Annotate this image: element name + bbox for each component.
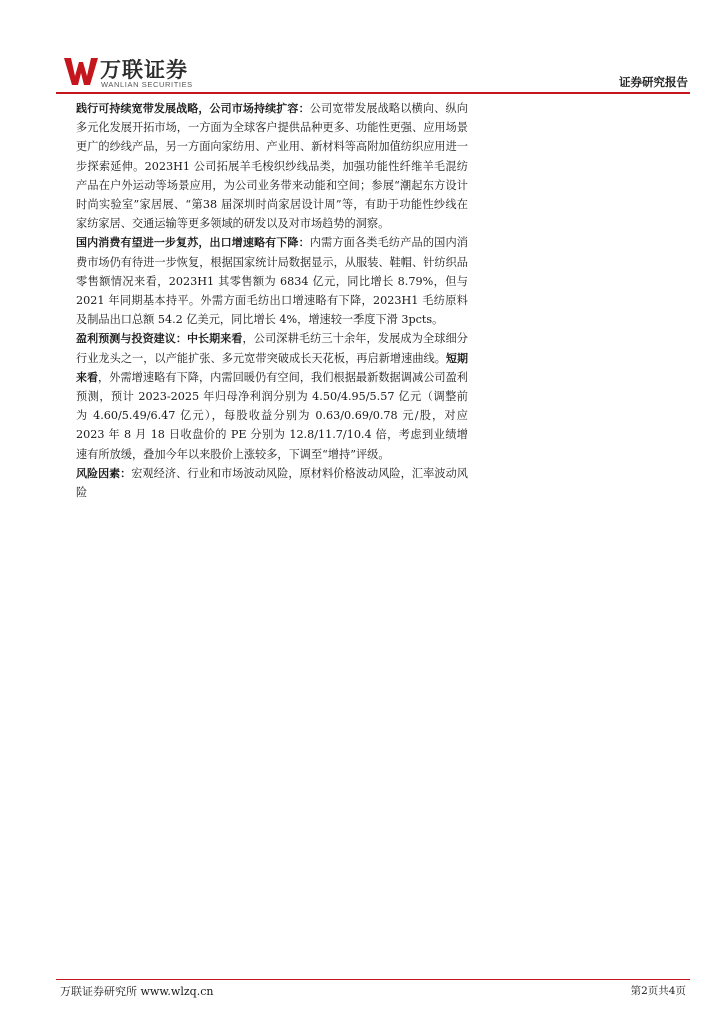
paragraph-risk: [76, 464, 468, 502]
logo-brand-en: WANLIAN SECURITIES: [101, 80, 193, 89]
paragraph-heading: 践行可持续宽带发展战略，公司市场持续扩容：: [76, 102, 310, 115]
header-divider: [56, 92, 690, 94]
logo-brand-cn: 万联证券: [100, 58, 188, 82]
paragraph-text: ，外需增速略有下降，内需回暖仍有空间，我们根据最新数据调减公司盈利预测，预计 2023-2025 年归母净利润分别为 4.50/4.95/5.57 亿元（调整前为 4.60/5.49/6.47 亿元），每股收益分别为 0.63/0.69/0.78 元/股，对应 2023 年 8 月 18 日收盘价的 PE 分别为 12.8/11.7/10.4 倍，考虑到业绩增速有所放缓，叠加今年以来股价上涨较多，下调至“增持”评级。: [76, 370, 468, 461]
paragraph-text: 内需方面各类毛纺产品的国内消费市场仍有待进一步恢复，根据国家统计局数据显示，从服装、鞋帽、针纺织品零售额情况来看，2023H1 其零售额为 6834 亿元，同比增长 8.79%，但与 2021 年同期基本持平。外需方面毛纺出口增速略有下降，2023H1 毛纺原料及制品出口总额 54.2 亿美元，同比增长 4%，增速较一季度下滑 3pcts。: [76, 236, 468, 327]
paragraph-heading: 国内消费有望进一步复苏，出口增速略有下降：: [76, 236, 310, 250]
footer-source: 万联证券研究所 www.wlzq.cn: [60, 985, 214, 998]
paragraph-text: 公司宽带发展战略以横向、纵向多元化发展开拓市场，一方面为全球客户提供品种更多、功能性更强、应用场景更广的纱线产品，另一方面向家纺用、产业用、新材料等高附加值纺织应用进一步探索延伸。2023H1 公司拓展羊毛梭织纱线品类，加强功能性纤维羊毛混纺产品在户外运动等场景应用，为公司业务带来动能和空间；参展“潮起东方设计时尚实验室”家居展、“第38 届深圳时尚家居设计周”等，有助于功能性纱线在家纺家居、交通运输等更多领域的研发以及对市场趋势的洞察。: [76, 102, 468, 231]
paragraph-strategy: [76, 99, 468, 233]
mid-long-term-label: 中长期来看: [186, 332, 243, 346]
paragraph-text: ，公司深耕毛纺三十余年，发展成为全球细分行业龙头之一，以产能扩张、多元宽带突破成长天花板，再启新增速曲线。: [76, 332, 468, 365]
footer-divider: [56, 979, 690, 980]
page-number: 第2页共4页: [630, 985, 686, 997]
paragraph-text: 宏观经济、行业和市场波动风险，原材料价格波动风险，汇率波动风险: [76, 466, 468, 500]
company-logo: [64, 52, 214, 92]
paragraph-forecast: [76, 329, 468, 463]
paragraph-heading: 盈利预测与投资建议：: [76, 332, 187, 346]
paragraph-heading: 风险因素：: [76, 466, 132, 480]
report-body: [76, 99, 468, 502]
short-term-label: 短期来看: [76, 351, 468, 384]
wanlian-w-logo-icon: [64, 56, 98, 86]
paragraph-consumption: [76, 233, 468, 329]
report-type-label: 证券研究报告: [619, 75, 688, 89]
